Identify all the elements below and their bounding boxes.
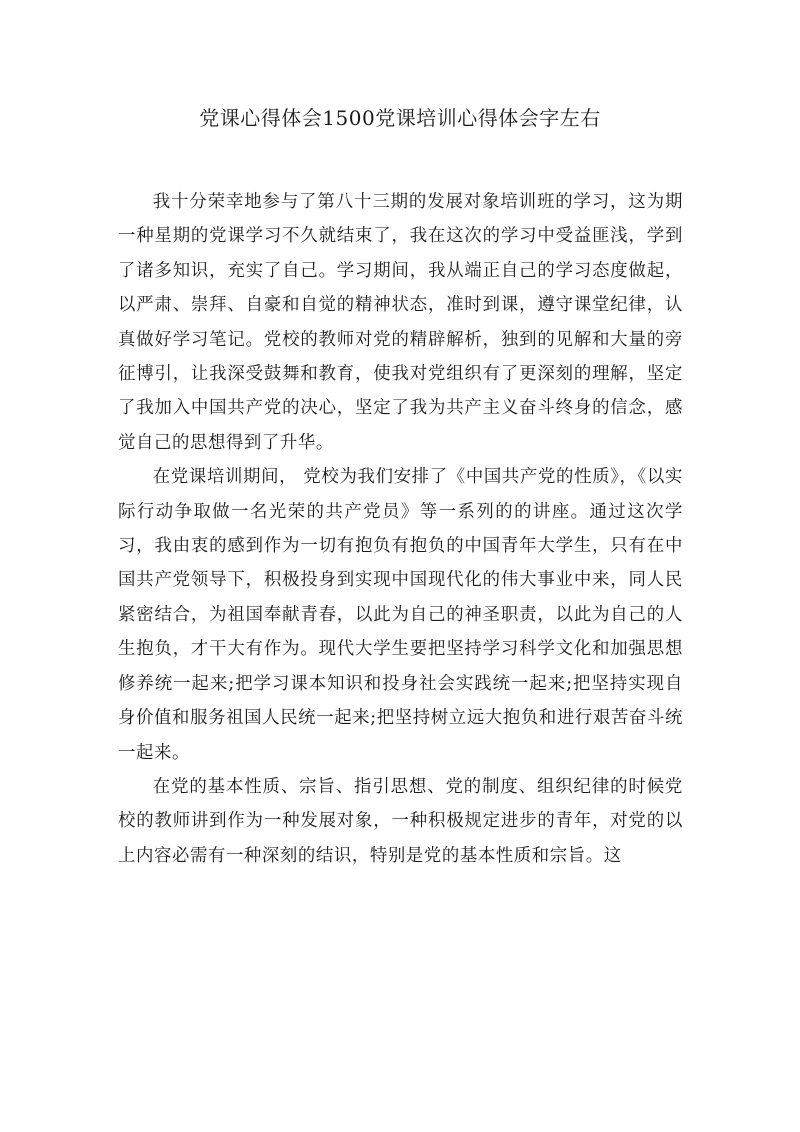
- document-body: [118, 185, 683, 873]
- paragraph-1: 我十分荣幸地参与了第八十三期的发展对象培训班的学习，这为期一种星期的党课学习不久就结束了，我在这次的学习中受益匪浅，学到了诸多知识，充实了自己。学习期间，我从端正自己的学习态度做起，以严肃、崇拜、自豪和自觉的精神状态，准时到课，遵守课堂纪律，认真做好学习笔记。党校的教师对党的精辟解析，独到的见解和大量的旁征博引，让我深受鼓舞和教育，使我对党组织有了更深刻的理解，坚定了我加入中国共产党的决心，坚定了我为共产主义奋斗终身的信念，感觉自己的思想得到了升华。: [118, 192, 683, 453]
- paragraph-3: 在党的基本性质、宗旨、指引思想、党的制度、组织纪律的时候党校的教师讲到作为一种发展对象，一种积极规定进步的青年，对党的以上内容必需有一种深刻的结识，特别是党的基本性质和宗旨。这: [118, 776, 683, 866]
- paragraph-2: 在党课培训期间， 党校为我们安排了《中国共产党的性质》，《以实际行动争取做一名光荣的共产党员》等一系列的的讲座。通过这次学习，我由衷的感到作为一切有抱负有抱负的中国青年大学生，只有在中国共产党领导下，积极投身到实现中国现代化的伟大事业中来，同人民紧密结合，为祖国奉献青春，以此为自己的神圣职责，以此为自己的人生抱负，才干大有作为。现代大学生要把坚持学习科学文化和加强思想修养统一起来;把学习课本知识和投身社会实践统一起来;把坚持实现自身价值和服务祖国人民统一起来;把坚持树立远大抱负和进行艰苦奋斗统一起来。: [118, 467, 683, 763]
- document-title: 党课心得体会1500党课培训心得体会字左右: [199, 106, 601, 130]
